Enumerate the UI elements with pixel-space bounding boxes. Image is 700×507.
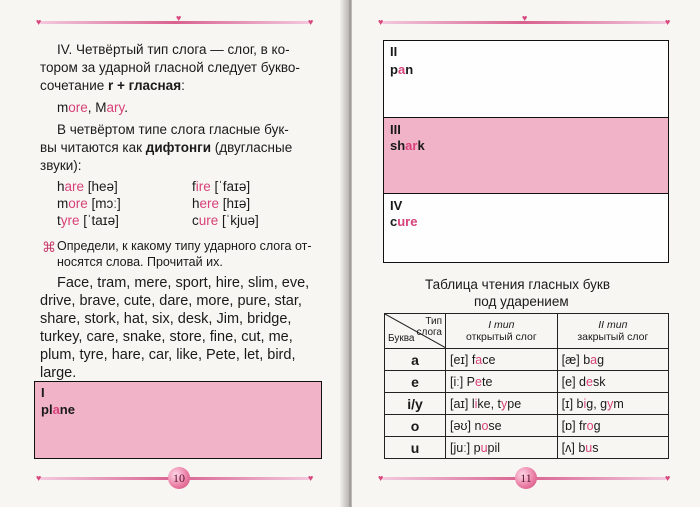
box-number: I [41,385,45,400]
corner-type-label: Тип слога [416,316,442,338]
heart-ornament-icon: ♥ [665,17,671,27]
top-rule-left [40,21,310,24]
closed-example: [ʌ] bus [557,437,668,459]
para-line-3: звуки): [40,158,82,173]
exercise-line-2: носятся слова. Прочитай их. [57,255,223,269]
table-corner-cell [385,314,446,349]
table-header-row [385,314,669,349]
box-word: cure [390,214,418,229]
syllable-box-I [34,381,322,459]
word-list-line: drive, brave, cute, dare, more, pure, star, [40,293,302,309]
word-fire: fire [ˈfaɪə] [192,179,251,194]
closed-example: [e] desk [557,371,668,393]
closed-example: [ɪ] big, gym [557,393,668,415]
col-closed-syllable-header: II тип закрытый слог [557,314,668,349]
col-open-syllable-header: I тип открытый слог [446,314,558,349]
heart-ornament-icon: ♥ [308,473,314,483]
word-tyre: tyre [ˈtaɪə] [57,213,119,228]
vowel-letter: a [385,349,446,371]
vowel-letter: u [385,437,446,459]
word-list-line: turkey, care, snake, store, fine, cut, me, [40,329,293,345]
word-more: more [mɔː] [57,196,121,211]
closed-example: [ɒ] frog [557,415,668,437]
syllable-box-III [383,117,669,194]
closed-example: [æ] bag [557,349,668,371]
vowel-reading-table [384,313,669,459]
table-row [385,371,669,393]
box-word: plane [41,402,75,417]
box-word: pan [390,62,414,77]
vowel-letter: i/y [385,393,446,415]
section-line-3: сочетание r + гласная: [40,78,185,93]
word-list-line: large. [40,365,77,381]
open-example: [juː] pupil [446,437,558,459]
section-line-2: тором за ударной гласной следует букво- [40,60,300,75]
left-page [0,0,348,507]
word-list-line: plum, tyre, hare, car, like, Pete, let, bird, [40,347,296,363]
word-cure: cure [ˈkjuə] [192,213,259,228]
heart-ornament-icon: ♥ [36,473,42,483]
para-line-1: В четвёртом типе слога гласные бук- [57,122,289,137]
open-example: [əʊ] nose [446,415,558,437]
table-title-line-1: Таблица чтения гласных букв [425,277,610,292]
example-words: more, Mary. [57,100,129,115]
box-number: III [390,122,401,137]
heart-ornament-icon: ♥ [378,473,384,483]
open-example: [eɪ] face [446,349,558,371]
box-number: II [390,44,398,59]
table-row [385,415,669,437]
open-example: [iː] Pete [446,371,558,393]
word-here: here [hɪə] [192,196,251,211]
para-line-2: вы читаются как дифтонги (двугласные [40,140,293,155]
exercise-line-1: Определи, к какому типу ударного слога от- [57,239,312,253]
page-number: 11 [515,467,537,489]
word-list-line: share, stork, hat, six, desk, Jim, bridge, [40,311,292,327]
heart-ornament-icon: ♥ [378,17,384,27]
syllable-box-II [383,40,669,118]
vowel-letter: o [385,415,446,437]
open-example: [aɪ] like, type [446,393,558,415]
page-number: 10 [168,467,190,489]
table-row [385,393,669,415]
heart-ornament-icon: ♥ [176,13,182,23]
box-number: IV [390,198,403,213]
table-title-line-2: под ударением [474,294,569,309]
heart-ornament-icon: ♥ [308,17,314,27]
section-line-1: IV. Четвёртый тип слога — слог, в ко- [57,42,290,57]
syllable-box-IV [383,193,669,263]
corner-letter-label: Буква [388,333,415,344]
box-word: shark [390,138,425,153]
table-row [385,349,669,371]
heart-ornament-icon: ♥ [522,13,528,23]
exercise-icon: ⌘ [42,239,56,255]
table-row [385,437,669,459]
vowel-letter: e [385,371,446,393]
heart-ornament-icon: ♥ [665,473,671,483]
word-hare: hare [heə] [57,179,118,194]
word-list-line: Face, tram, mere, sport, hire, slim, eve, [57,275,310,291]
heart-ornament-icon: ♥ [36,17,42,27]
